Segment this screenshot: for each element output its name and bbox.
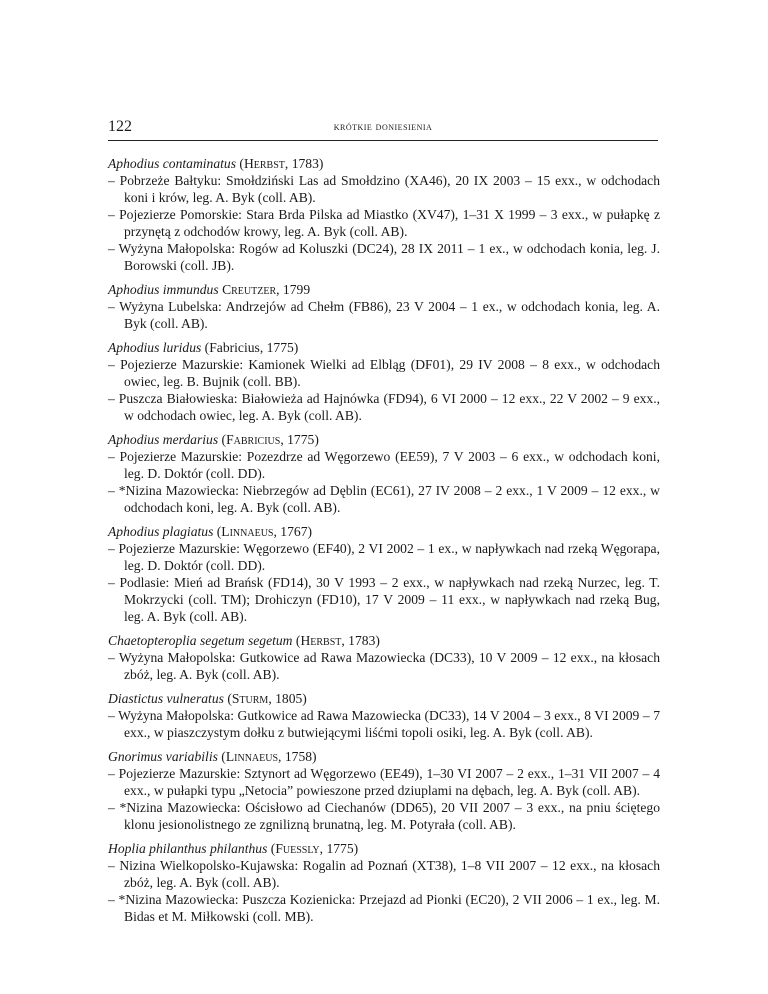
author-open: ( (236, 156, 244, 171)
record: – *Nizina Mazowiecka: Niebrzegów ad Dęblin (EC61), 27 IV 2008 – 2 exx., 1 V 2009 – 12 exx., w odchodach koni, leg. A. Byk (coll. AB). (108, 483, 660, 515)
record: – *Nizina Mazowiecka: Puszcza Kozienicka: Przejazd ad Pionki (EC20), 2 VII 2006 – 1 ex., leg. M. Bidas et M. Miłkowski (coll. MB). (108, 892, 660, 924)
species-name: Gnorimus variabilis (108, 749, 218, 764)
record: – Wyżyna Małopolska: Gutkowice ad Rawa Mazowiecka (DC33), 14 V 2004 – 3 exx., 8 VI 2009 – 7 exx., w piaszczystym dołku z butwiejącymi liśćmi topoli osiki, leg. A. Byk (coll. AB). (108, 708, 660, 740)
record: – Podlasie: Mień ad Brańsk (FD14), 30 V 1993 – 2 exx., w napływkach nad rzeką Nurzec, leg. T. Mokrzycki (coll. TM); Drohiczyn (FD10), 17 V 2009 – 11 exx., w napływkach nad rzeką Bug, leg. A. Byk (coll. AB). (108, 575, 660, 624)
record: – Wyżyna Małopolska: Rogów ad Koluszki (DC24), 28 IX 2011 – 1 ex., w odchodach konia, leg. J. Borowski (coll. JB). (108, 241, 660, 273)
author-name: Linnaeus (221, 524, 274, 539)
record: – Pojezierze Mazurskie: Sztynort ad Węgorzewo (EE49), 1–30 VI 2007 – 2 exx., 1–31 VII 2007 – 4 exx., w pułapki typu „Netocia” powieszone przed dziuplami na dębach, leg. A. Byk (coll. AB). (108, 766, 660, 798)
species-entry (108, 690, 660, 741)
author-year: , 1775) (259, 340, 299, 355)
record: – Wyżyna Lubelska: Andrzejów ad Chełm (FB86), 23 V 2004 – 1 ex., w odchodach konia, leg. A. Byk (coll. AB). (108, 299, 660, 331)
species-name: Chaetopteroplia segetum segetum (108, 633, 293, 648)
species-heading (108, 339, 660, 356)
author-year: , 1767) (273, 524, 313, 539)
author-year: , 1775) (280, 432, 319, 447)
author-name: Herbst (300, 633, 342, 648)
species-name: Diastictus vulneratus (108, 691, 224, 706)
species-name: Aphodius plagiatus (108, 524, 214, 539)
species-entry (108, 281, 660, 332)
record: – Pojezierze Mazurskie: Kamionek Wielki ad Elbląg (DF01), 29 IV 2008 – 8 exx., w odchodach owiec, leg. B. Bujnik (coll. BB). (108, 357, 660, 389)
author-name: Fabricius (226, 432, 281, 447)
species-heading (108, 690, 660, 707)
running-header (108, 118, 658, 141)
species-heading (108, 523, 660, 540)
running-title: krótkie doniesienia (333, 121, 433, 133)
species-name: Hoplia philanthus philanthus (108, 841, 268, 856)
author-name: Herbst (243, 156, 285, 171)
species-name: Aphodius contaminatus (108, 156, 237, 171)
page-number: 122 (108, 118, 132, 135)
species-entry (108, 632, 660, 683)
record: – Pojezierze Pomorskie: Stara Brda Pilska ad Miastko (XV47), 1–31 X 1999 – 3 exx., w pułapkę z przynętą z odchodów krowy, leg. A. Byk (coll. AB). (108, 207, 660, 239)
author-open: ( (201, 340, 210, 355)
record: – Nizina Wielkopolsko-Kujawska: Rogalin ad Poznań (XT38), 1–8 VII 2007 – 12 exx., na kłosach zbóż, leg. A. Byk (coll. AB). (108, 858, 660, 890)
author-name: Fuessly (275, 841, 320, 856)
author-open: ( (292, 633, 301, 648)
record: – Pojezierze Mazurskie: Pozezdrze ad Węgorzewo (EE59), 7 V 2003 – 6 exx., w odchodach koni, leg. D. Doktór (coll. DD). (108, 449, 660, 481)
author-name: Fabricius (209, 340, 260, 355)
record: – Wyżyna Małopolska: Gutkowice ad Rawa Mazowiecka (DC33), 10 V 2009 – 12 exx., na kłosach zbóż, leg. A. Byk (coll. AB). (108, 650, 660, 682)
species-name: Aphodius luridus (108, 340, 202, 355)
author-year: , 1783) (284, 156, 324, 171)
species-entry (108, 431, 660, 516)
author-open: ( (217, 749, 226, 764)
author-open: ( (213, 524, 222, 539)
author-year: , 1758) (278, 749, 317, 764)
species-entry (108, 155, 660, 274)
page-body (108, 155, 660, 932)
species-heading (108, 155, 660, 172)
species-entry (108, 748, 660, 833)
species-entry (108, 523, 660, 625)
species-entry (108, 339, 660, 424)
author-open: ( (223, 691, 232, 706)
species-entry (108, 840, 660, 925)
species-heading (108, 840, 660, 857)
author-year: , 1783) (341, 633, 380, 648)
species-heading (108, 748, 660, 765)
species-heading (108, 281, 660, 298)
author-year: , 1799 (276, 282, 311, 297)
author-name: Creutzer (222, 282, 277, 297)
record: – Pobrzeże Bałtyku: Smołdziński Las ad Smołdzino (XA46), 20 IX 2003 – 15 exx., w odchodach koni i krów, leg. A. Byk (coll. AB). (108, 173, 660, 205)
author-name: Linnaeus (225, 749, 279, 764)
author-year: , 1775) (319, 841, 359, 856)
author-name: Sturm (231, 691, 269, 706)
author-open: ( (218, 432, 227, 447)
record: – *Nizina Mazowiecka: Ościsłowo ad Ciechanów (DD65), 20 VII 2007 – 3 exx., na pniu ściętego klonu jesionolistnego ze zgnilizną brunatną, leg. M. Potyrała (coll. AB). (108, 800, 660, 832)
species-heading (108, 632, 660, 649)
species-heading (108, 431, 660, 448)
species-name: Aphodius merdarius (108, 432, 219, 447)
species-name: Aphodius immundus (108, 282, 219, 297)
author-open: ( (267, 841, 276, 856)
record: – Pojezierze Mazurskie: Węgorzewo (EF40), 2 VI 2002 – 1 ex., w napływkach nad rzeką Węgorapa, leg. D. Doktór (coll. DD). (108, 541, 660, 573)
record: – Puszcza Białowieska: Białowieża ad Hajnówka (FD94), 6 VI 2000 – 12 exx., 22 V 2002 – 9 exx., w odchodach owiec, leg. A. Byk (coll. AB). (108, 391, 660, 423)
author-year: , 1805) (268, 691, 307, 706)
